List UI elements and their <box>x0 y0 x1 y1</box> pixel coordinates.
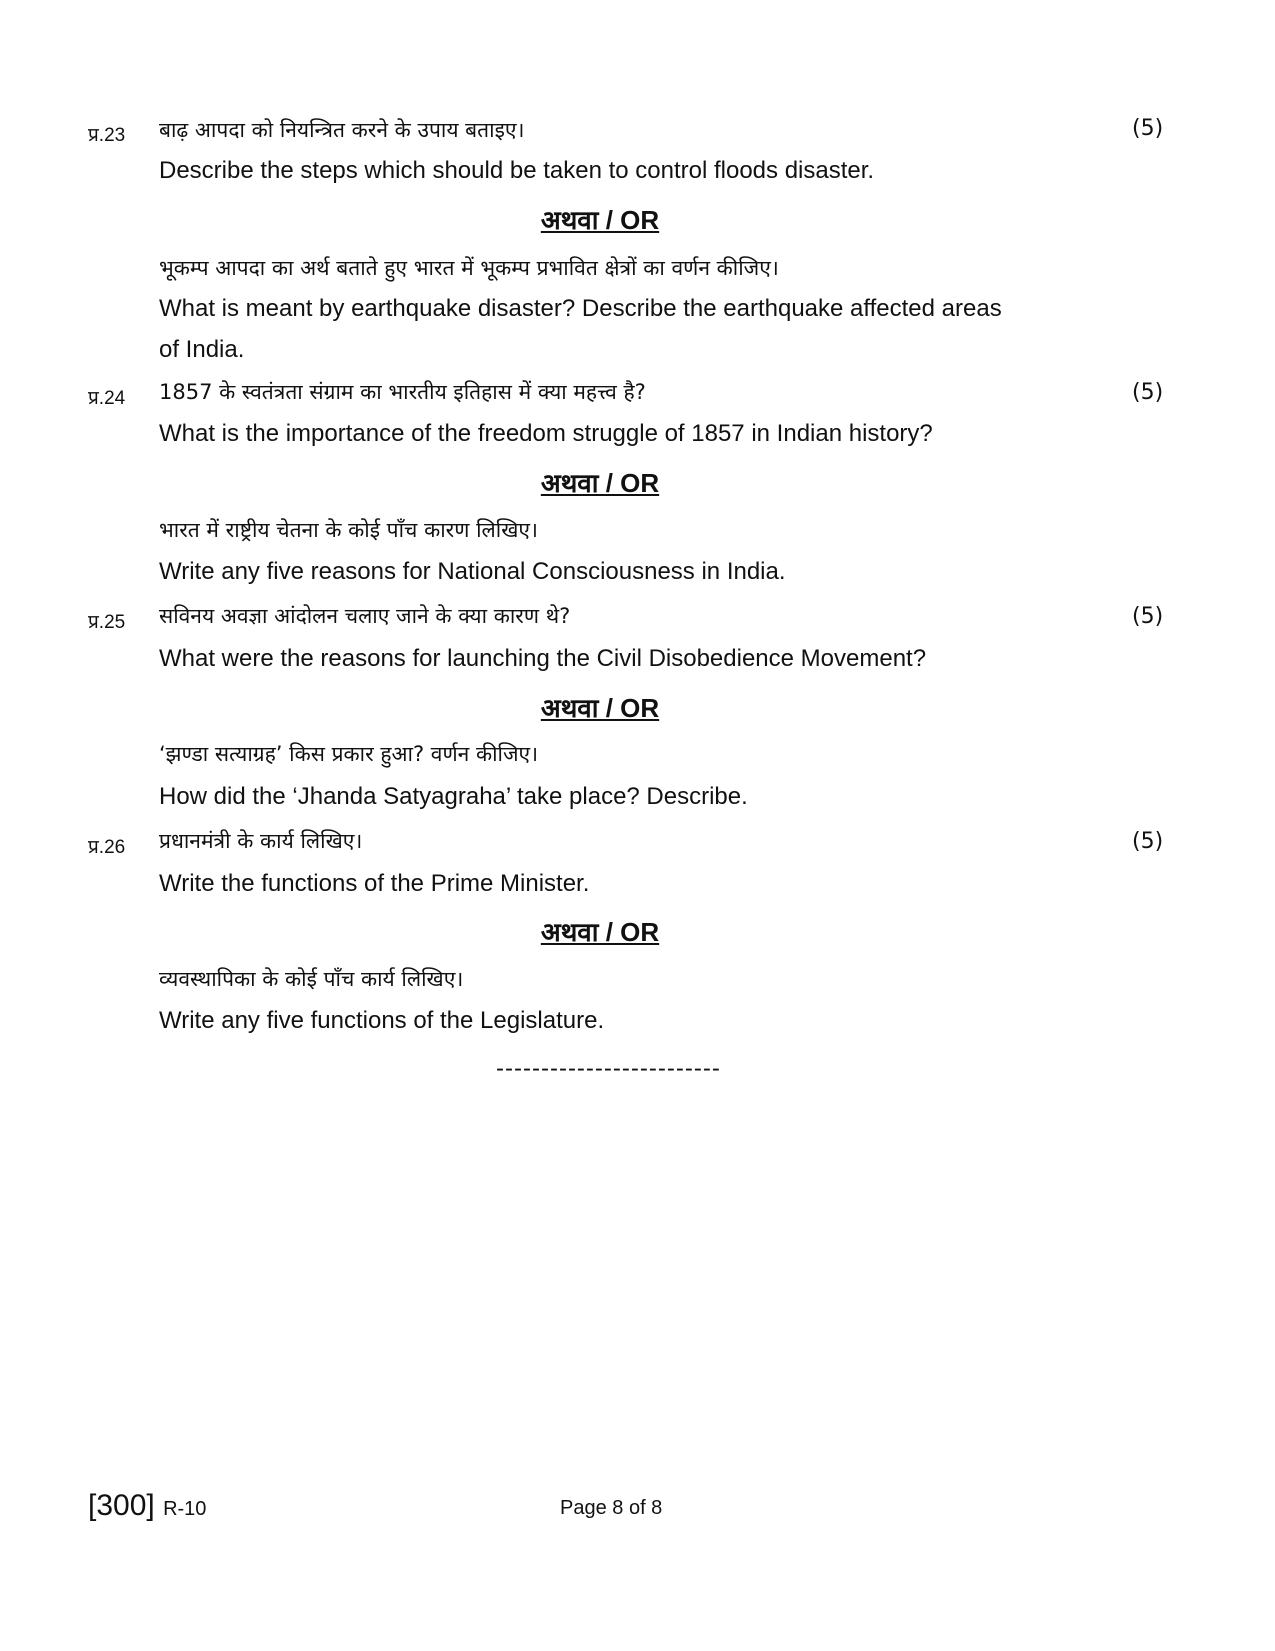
alternative-text-hindi: भूकम्प आपदा का अर्थ बताते हुए भारत में भूकम्प प्रभावित क्षेत्रों का वर्णन कीजिए। <box>159 256 779 280</box>
question-text-hindi: 1857 के स्वतंत्रता संग्राम का भारतीय इतिहास में क्या महत्त्व है? <box>159 380 646 404</box>
paper-code: [300] R-10 <box>88 1489 207 1522</box>
end-of-paper-marker: ------------------------- <box>496 1055 721 1082</box>
marks-label: (5) <box>1132 380 1164 405</box>
alternative-text-english: How did the ‘Jhanda Satyagraha’ take place? Describe. <box>159 783 748 810</box>
marks-label: (5) <box>1132 829 1164 854</box>
question-text-english: What is the importance of the freedom struggle of 1857 in Indian history? <box>159 420 933 447</box>
alternative-text-english: Write any five functions of the Legislature. <box>159 1007 605 1034</box>
page-number: Page 8 of 8 <box>560 1497 663 1519</box>
question-text-english: What were the reasons for launching the Civil Disobedience Movement? <box>159 645 927 672</box>
question-number: प्र.26 <box>88 837 126 858</box>
alternative-text-english: Write any five reasons for National Consciousness in India. <box>159 558 786 585</box>
question-text-hindi: बाढ़ आपदा को नियन्त्रित करने के उपाय बताइए। <box>159 118 525 142</box>
set-code: R-10 <box>163 1498 207 1520</box>
question-number: प्र.25 <box>88 612 126 633</box>
question-text-english: Write the functions of the Prime Minister. <box>159 870 590 897</box>
question-text-hindi: सविनय अवज्ञा आंदोलन चलाए जाने के क्या कारण थे? <box>159 604 571 628</box>
or-separator: अथवा / OR <box>540 205 660 235</box>
or-separator: अथवा / OR <box>540 468 660 498</box>
alternative-text-hindi: भारत में राष्ट्रीय चेतना के कोई पाँच कारण लिखिए। <box>159 518 538 542</box>
question-text-english: Describe the steps which should be taken to control floods disaster. <box>159 157 875 184</box>
alternative-text-english: of India. <box>159 336 245 363</box>
marks-label: (5) <box>1132 604 1164 629</box>
marks-label: (5) <box>1132 116 1164 141</box>
question-number: प्र.23 <box>88 125 126 146</box>
question-number: प्र.24 <box>88 388 126 409</box>
alternative-text-hindi: व्यवस्थापिका के कोई पाँच कार्य लिखिए। <box>159 967 464 991</box>
or-separator: अथवा / OR <box>540 693 660 723</box>
question-text-hindi: प्रधानमंत्री के कार्य लिखिए। <box>159 829 363 853</box>
alternative-text-english: What is meant by earthquake disaster? Describe the earthquake affected areas <box>159 295 1002 322</box>
or-separator: अथवा / OR <box>540 917 660 947</box>
alternative-text-hindi: ‘झण्डा सत्याग्रह’ किस प्रकार हुआ? वर्णन कीजिए। <box>159 742 539 766</box>
